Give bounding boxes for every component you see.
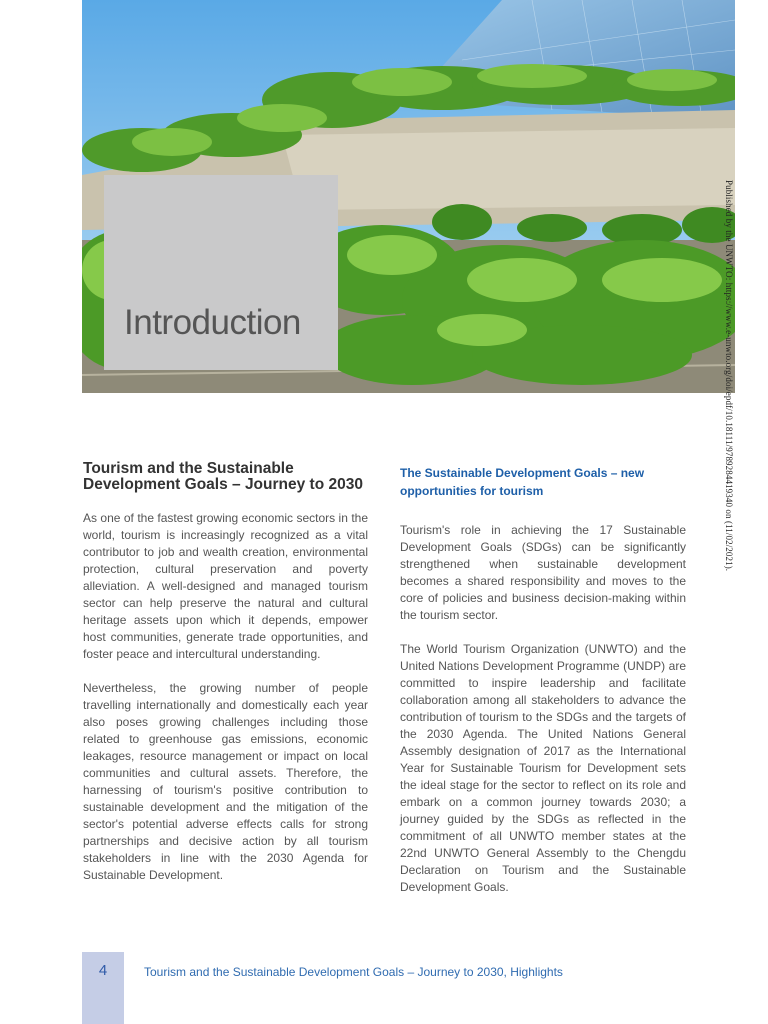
page-number-tab <box>82 952 124 1024</box>
side-citation <box>722 180 738 630</box>
right-column <box>400 464 686 913</box>
page-number: 4 <box>98 962 108 979</box>
right-paragraph: The World Tourism Organization (UNWTO) and the United Nations Development Programme (UNDP) are committed to inspire leadership and facilitate collaboration among all stakeholders to advance the contribution of tourism to the SDGs and the targets of the 2030 Agenda. The United Nations General Assembly designation of 2017 as the International Year for Sustainable Tourism for Development sets the ideal stage for the sector to reflect on its role and embark on a common journey towards 2030; a journey guided by the SDGs as reflected in the commitment of all UNWTO member states at the 22nd UNWTO General Assembly to the Chengdu Declaration on Tourism and the Sustainable Development Goals. <box>400 642 686 894</box>
intro-title-box <box>104 175 338 370</box>
left-column <box>83 461 368 901</box>
footer-title: Tourism and the Sustainable Development Goals – Journey to 2030, Highlights <box>144 965 563 979</box>
left-heading: Tourism and the Sustainable Development Goals – Journey to 2030 <box>83 460 363 493</box>
left-paragraph: As one of the fastest growing economic sectors in the world, tourism is increasingly recognized as a vital contributor to job and wealth creation, environmental protection, cultural preservation and poverty alleviation. A well-designed and managed tourism sector can help preserve the natural and cultural heritage assets upon which it depends, empower host communities, generate trade opportunities, and foster peace and intercultural understanding. <box>83 511 368 661</box>
page-title: Introduction <box>124 303 301 342</box>
citation-text: Published by the UNWTO: https://www.e-unwto.org/doi/epdf/10.18111/9789284419340 on (11/02/2021). <box>724 180 734 572</box>
left-paragraph: Nevertheless, the growing number of people travelling internationally and domestically each year also poses growing challenges including those related to greenhouse gas emissions, economic leakages, resource management or impact on local communities and cultural assets. Therefore, the harnessing of tourism's positive contribution to sustainable development and the mitigation of the sector's potential adverse effects calls for strong partnerships and decisive action by all tourism stakeholders in line with the 2030 Agenda for Sustainable Development. <box>83 681 368 882</box>
right-heading: The Sustainable Development Goals – new opportunities for tourism <box>400 466 645 498</box>
right-paragraph: Tourism's role in achieving the 17 Sustainable Development Goals (SDGs) can be significantly strengthened when sustainable development becomes a shared responsibility and moves to the core of policies and business decision-making within the tourism sector. <box>400 523 686 622</box>
